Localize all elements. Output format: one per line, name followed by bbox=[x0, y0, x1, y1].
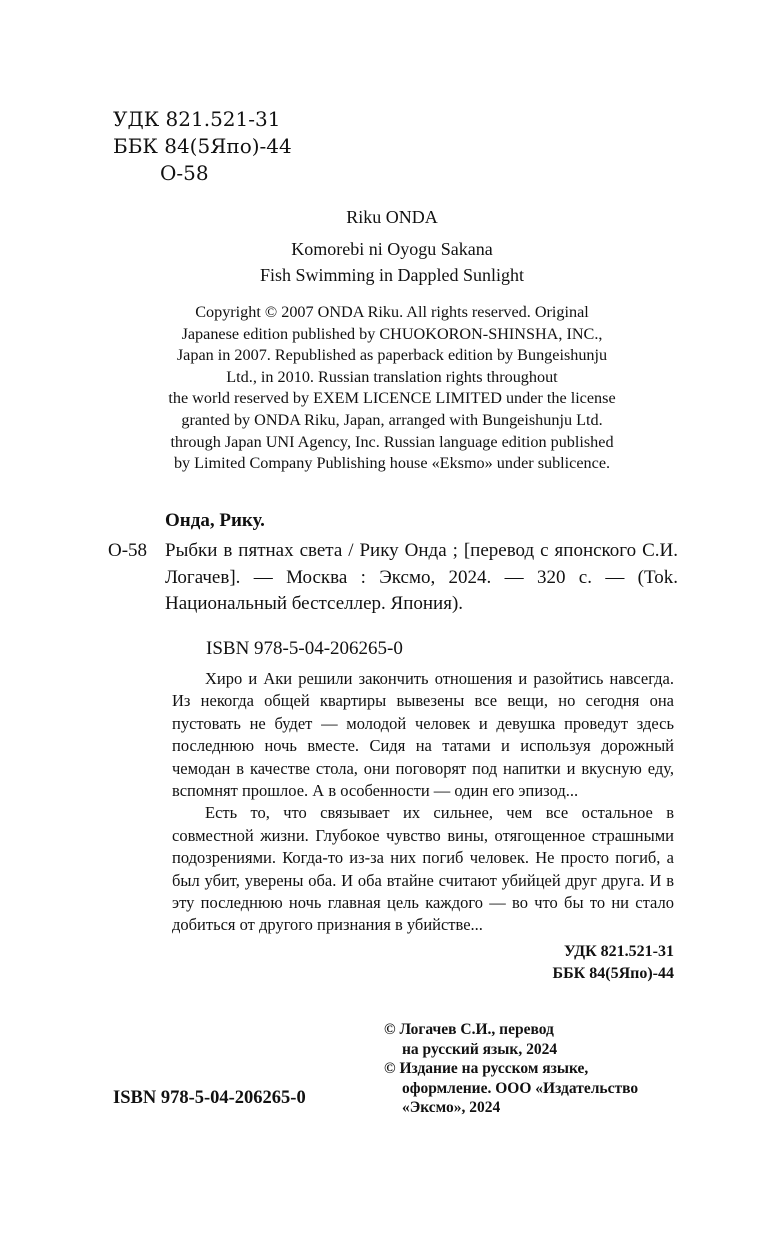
copyright-line: Japanese edition published by CHUOKORON-SHINSHA, INC., bbox=[181, 324, 603, 343]
credit-line: «Эксмо», 2024 bbox=[402, 1099, 501, 1116]
catalog-isbn: ISBN 978-5-04-206265-0 bbox=[206, 638, 403, 659]
annotation-paragraph: Есть то, что связывает их сильнее, чем все остальное в совместной жизни. Глубокое чувство вины, отягощенное страшными подозрениями. Когда-то из-за них погиб человек. Не просто погиб, а был убит, уверены оба. И оба втайне считают убийцей друг друга. И в эту последнюю ночь главная цель каждого — во что бы то ни стало добиться от другого признания в убийстве... bbox=[172, 803, 674, 935]
translation-credit bbox=[384, 1020, 694, 1059]
udk-code: УДК 821.521-31 bbox=[113, 107, 281, 131]
original-title-japanese: Komorebi ni Oyogu Sakana bbox=[291, 239, 493, 259]
original-author: Riku ONDA bbox=[346, 207, 438, 227]
original-title-english: Fish Swimming in Dappled Sunlight bbox=[259, 265, 525, 285]
catalog-author: Онда, Рику. bbox=[165, 510, 265, 531]
copyright-line: through Japan UNI Agency, Inc. Russian language edition published bbox=[170, 432, 614, 451]
catalog-author-mark: О-58 bbox=[108, 540, 148, 561]
edition-credit bbox=[384, 1059, 694, 1118]
copyright-notice bbox=[100, 302, 684, 475]
classification-codes-top bbox=[113, 106, 292, 187]
bbk-code: ББК 84(5Япо)-44 bbox=[113, 134, 292, 158]
classification-codes-bottom bbox=[552, 941, 674, 985]
copyright-line: by Limited Company Publishing house «Eksmo» under sublicence. bbox=[173, 454, 611, 473]
udk-code-bottom: УДК 821.521-31 bbox=[563, 943, 674, 960]
credit-line: © Логачев С.И., перевод bbox=[384, 1021, 554, 1038]
author-mark: О-58 bbox=[160, 161, 209, 185]
catalog-description: Рыбки в пятнах света / Рику Онда ; [перевод с японского С.И. Логачев]. — Москва : Эксмо, 2024. — 320 с. — (Tok. Национальный бестселлер. Япония). bbox=[165, 540, 678, 614]
copyright-line: granted by ONDA Riku, Japan, arranged with Bungeishunju Ltd. bbox=[181, 410, 603, 429]
copyright-line: Japan in 2007. Republished as paperback edition by Bungeishunju bbox=[176, 346, 608, 365]
book-annotation bbox=[172, 668, 674, 937]
credit-line: оформление. ООО «Издательство bbox=[402, 1079, 639, 1097]
isbn-bottom: ISBN 978-5-04-206265-0 bbox=[113, 1088, 306, 1108]
copyright-credits bbox=[384, 1020, 694, 1118]
bbk-code-bottom: ББК 84(5Япо)-44 bbox=[552, 965, 674, 982]
credit-line: © Издание на русском языке, bbox=[384, 1060, 589, 1077]
credit-line: на русский язык, 2024 bbox=[402, 1040, 558, 1058]
copyright-line: Ltd., in 2010. Russian translation rights throughout bbox=[226, 367, 558, 386]
annotation-paragraph: Хиро и Аки решили закончить отношения и разойтись навсегда. Из некогда общей квартиры вывезены все вещи, но сегодня она пустовать не будет — молодой человек и девушка проведут здесь последнюю ночь вместе. Сидя на татами и используя дорожный чемодан в качестве стола, они поговорят под напитки и вкусную еду, вспомнят прошлое. А в особенности — один его эпизод... bbox=[172, 669, 674, 801]
copyright-line: the world reserved by EXEM LICENCE LIMITED under the license bbox=[168, 389, 616, 408]
copyright-line: Copyright © 2007 ONDA Riku. All rights reserved. Original bbox=[195, 303, 589, 321]
copyright-block bbox=[100, 204, 684, 475]
